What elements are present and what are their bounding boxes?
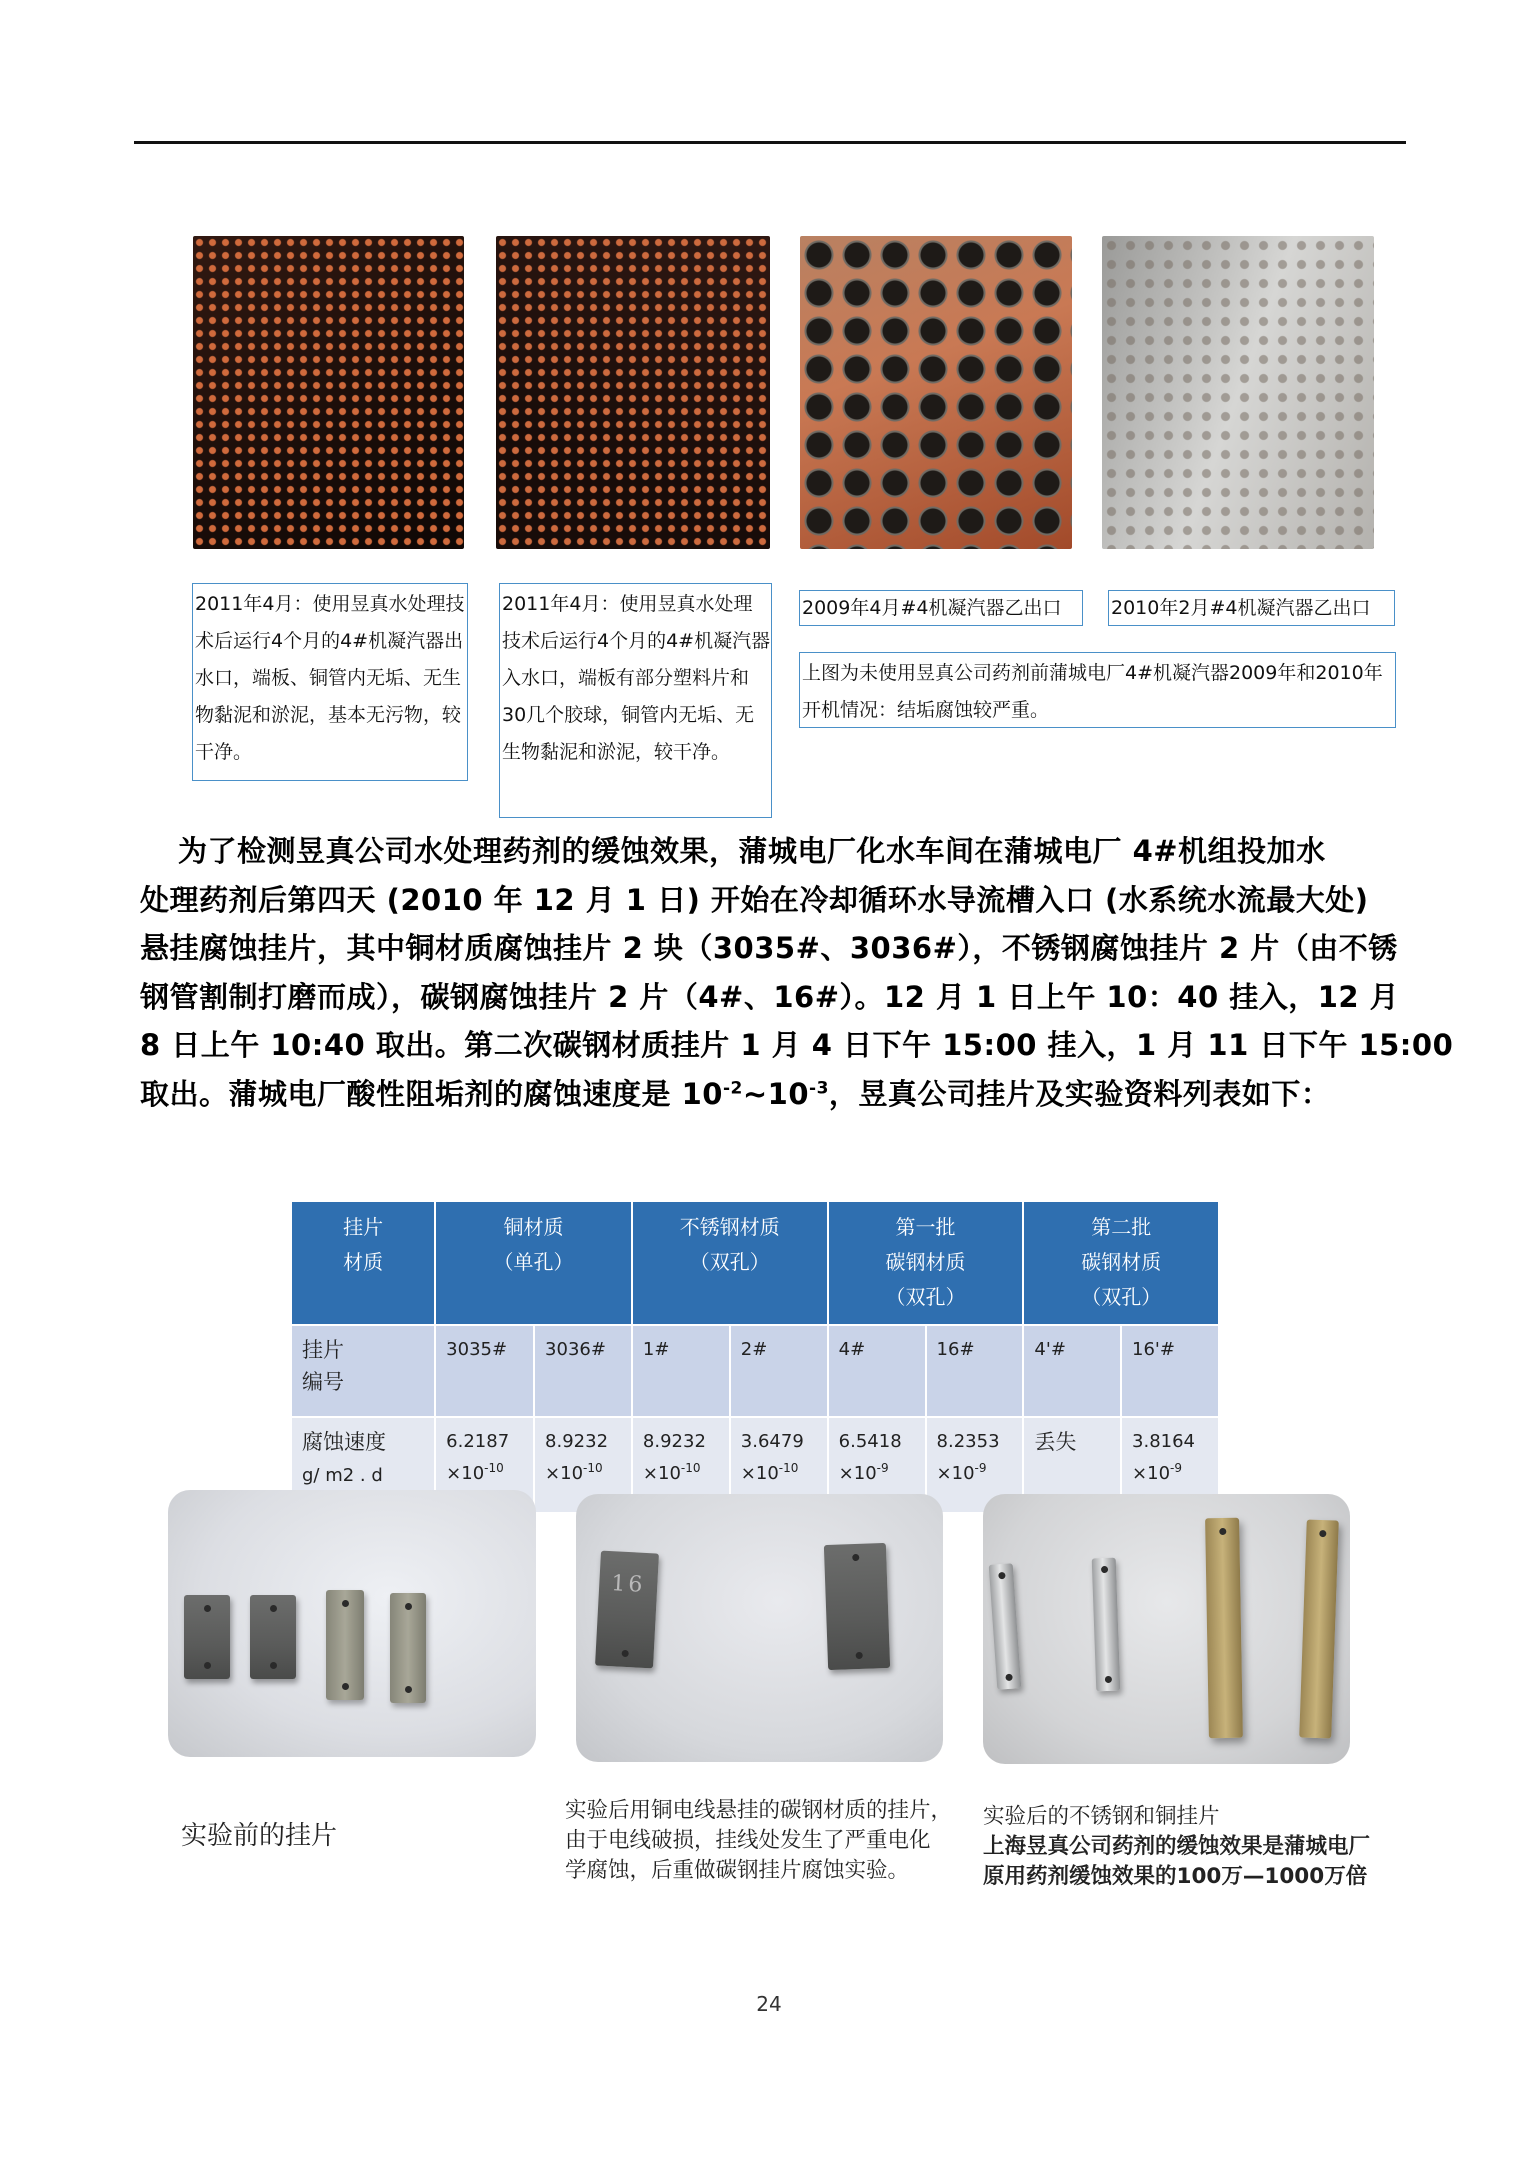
cell-rate: 8.9232 $\times 10^{-10}$ — [534, 1417, 632, 1513]
photo-condenser-inlet-2011 — [496, 236, 770, 549]
photo-condenser-2010 — [1102, 236, 1374, 549]
paragraph-text: 取出。蒲城电厂酸性阻垢剂的腐蚀速度是 10 — [140, 1076, 723, 1111]
cell-id: 3035# — [435, 1325, 534, 1417]
caption-line: 原用药剂缓蚀效果的100万—1000万倍 — [983, 1864, 1368, 1889]
coupon — [390, 1593, 426, 1703]
coupon — [184, 1595, 230, 1679]
coupon — [989, 1563, 1022, 1689]
photo-carbon-coupons-after — [576, 1494, 943, 1762]
caption-line: 由于电线破损，挂线处发生了严重电化 — [565, 1828, 931, 1853]
coupon — [250, 1595, 296, 1679]
paragraph-text: ，昱真公司挂片及实验资料列表如下： — [828, 1076, 1331, 1111]
caption-outlet-2011: 2011年4月：使用昱真水处理技术后运行4个月的4#机凝汽器出水口，端板、铜管内无垢、无生物黏泥和淤泥，基本无污物，较干净。 — [192, 583, 468, 781]
coupon — [824, 1543, 890, 1670]
exponent: -3 — [809, 1077, 829, 1098]
coupon — [1299, 1520, 1339, 1739]
corrosion-coupon-table — [290, 1200, 1220, 1514]
caption-line: 上海昱真公司药剂的缓蚀效果是蒲城电厂 — [983, 1834, 1371, 1859]
cell-id: 16# — [926, 1325, 1024, 1417]
cell-rate: 8.9232 $\times 10^{-10}$ — [632, 1417, 730, 1513]
cell-id: 3036# — [534, 1325, 632, 1417]
header-copper: 铜材质 （单孔） — [435, 1201, 632, 1325]
table-row-id — [291, 1325, 1219, 1417]
paragraph-line: 悬挂腐蚀挂片，其中铜材质腐蚀挂片 2 块（3035#、3036#），不锈钢腐蚀挂片 2 片（由不锈 — [140, 931, 1398, 965]
photo-steel-copper-coupons-after — [983, 1494, 1350, 1764]
photo-coupons-before — [168, 1490, 536, 1757]
caption-2009: 2009年4月#4机凝汽器乙出口 — [799, 590, 1083, 626]
label-coupon-id: 挂片 编号 — [291, 1325, 435, 1417]
caption-steel-copper-after — [983, 1802, 1370, 1892]
cell-id: 1# — [632, 1325, 730, 1417]
photo-condenser-outlet-2011 — [193, 236, 464, 549]
cell-rate: 丢失 — [1023, 1417, 1121, 1513]
cell-rate: 3.6479 $\times 10^{-10}$ — [730, 1417, 828, 1513]
cell-rate: 6.2187 $\times 10^{-10}$ — [435, 1417, 534, 1513]
cell-rate: 3.8164 $\times 10^{-9}$ — [1121, 1417, 1219, 1513]
caption-before-treatment: 上图为未使用昱真公司药剂前蒲城电厂4#机凝汽器2009年和2010年开机情况：结垢腐蚀较严重。 — [799, 652, 1396, 728]
photo-condenser-2009 — [800, 236, 1072, 549]
paragraph-line: 钢管割制打磨而成），碳钢腐蚀挂片 2 片（4#、16#）。12 月 1 日上午 10：40 挂入，12 月 — [140, 979, 1400, 1014]
exponent: -2 — [722, 1077, 743, 1098]
cell-id: 2# — [730, 1325, 828, 1417]
page-number: 24 — [756, 1992, 782, 2016]
coupon-stamp: 16 — [610, 1571, 646, 1598]
header-stainless: 不锈钢材质 （双孔） — [632, 1201, 828, 1325]
caption-line: 学腐蚀，后重做碳钢挂片腐蚀实验。 — [565, 1858, 910, 1883]
cell-id: 4# — [828, 1325, 926, 1417]
table-header-row — [291, 1201, 1219, 1325]
label-corrosion-rate: 腐蚀速度 g/ m2 . d — [291, 1417, 435, 1513]
header-rule — [134, 141, 1406, 144]
cell-rate: 6.5418 $\times 10^{-9}$ — [828, 1417, 926, 1513]
caption-inlet-2011: 2011年4月：使用昱真水处理技术后运行4个月的4#机凝汽器入水口，端板有部分塑料片和30几个胶球，铜管内无垢、无生物黏泥和淤泥，较干净。 — [499, 583, 772, 818]
paragraph-text: ~10 — [742, 1076, 810, 1111]
caption-carbon-coupons-after — [565, 1796, 952, 1886]
coupon — [1205, 1518, 1243, 1739]
header-carbon-batch2: 第二批 碳钢材质 （双孔） — [1023, 1201, 1219, 1325]
cell-id: 4'# — [1023, 1325, 1121, 1417]
cell-rate: 8.2353 $\times 10^{-9}$ — [926, 1417, 1024, 1513]
header-coupon-material: 挂片 材质 — [291, 1201, 435, 1325]
paragraph-line — [140, 1070, 1410, 1119]
coupon — [326, 1590, 364, 1700]
paragraph-line: 处理药剂后第四天 (2010 年 12 月 1 日) 开始在冷却循环水导流槽入口 (水系统水流最大处) — [140, 882, 1369, 917]
caption-coupons-before: 实验前的挂片 — [181, 1821, 338, 1851]
cell-id: 16'# — [1121, 1325, 1219, 1417]
caption-2010: 2010年2月#4机凝汽器乙出口 — [1108, 590, 1395, 626]
paragraph-line: 8 日上午 10:40 取出。第二次碳钢材质挂片 1 月 4 日下午 15:00 挂入，1 月 11 日下午 15:00 — [140, 1028, 1454, 1062]
coupon — [1092, 1558, 1121, 1692]
header-carbon-batch1: 第一批 碳钢材质 （双孔） — [828, 1201, 1024, 1325]
coupon — [595, 1551, 659, 1669]
body-paragraph — [140, 827, 1454, 1118]
caption-line: 实验后的不锈钢和铜挂片 — [983, 1804, 1220, 1829]
paragraph-line: 为了检测昱真公司水处理药剂的缓蚀效果，蒲城电厂化水车间在蒲城电厂 4#机组投加水 — [178, 834, 1326, 868]
caption-line: 实验后用铜电线悬挂的碳钢材质的挂片， — [565, 1798, 953, 1823]
